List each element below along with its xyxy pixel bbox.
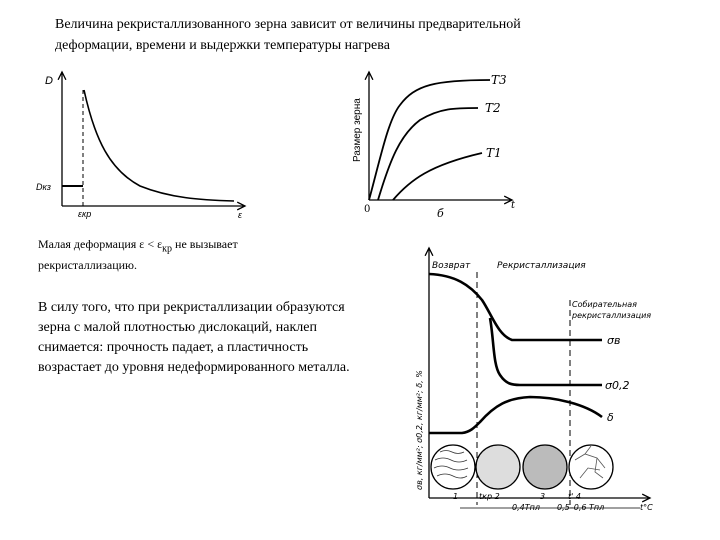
- label-t1: T1: [486, 146, 502, 160]
- microstructure-2: [476, 445, 520, 489]
- grain-curve: [84, 90, 234, 201]
- x-label: t°C: [640, 503, 653, 512]
- label-sigma-02: σ0,2: [605, 379, 630, 392]
- title-line-2: деформации, времени и выдержки температуры нагрева: [55, 38, 390, 53]
- microstructure-circles: [431, 445, 613, 489]
- label-t2: T2: [485, 101, 501, 115]
- chart-grain-vs-time: [352, 72, 516, 220]
- d-label: Dкз: [36, 182, 51, 192]
- note-sub: кр: [162, 243, 173, 255]
- tick-04tpl: 0,4Tпл: [512, 503, 540, 512]
- caption: б: [437, 207, 444, 220]
- zone-2: tкр 2: [479, 492, 500, 501]
- x-label: ε: [238, 210, 242, 220]
- stage-collective-1: Собирательная: [572, 300, 637, 309]
- title-line-1: Величина рекристаллизованного зерна зависит от величины предварительной: [55, 17, 521, 32]
- label-sigma-b: σв: [607, 334, 621, 347]
- stage-collective-2: рекристаллизация: [572, 311, 652, 320]
- explanation-paragraph: В силу того, что при рекристаллизации образуются зерна с малой плотностью дислокаций, наклеп снимается: прочность падает, а пластичность возрастает до уровня недеформированного металла.: [38, 300, 350, 375]
- microstructure-4: [569, 445, 613, 489]
- note-part-2: не вызывает рекристаллизацию.: [38, 237, 238, 273]
- curve-t3: [369, 80, 490, 200]
- chart-recrystallization-properties: [415, 248, 653, 512]
- stage-return: Возврат: [432, 261, 471, 271]
- critical-label: εкр: [78, 209, 92, 219]
- curve-sigma-02: [490, 318, 602, 385]
- curve-t2: [378, 108, 478, 200]
- note-part: Малая деформация ε < ε: [38, 237, 163, 251]
- y-label: Размер зерна: [352, 98, 363, 162]
- zone-4: t' 4: [568, 492, 581, 501]
- zone-3: 3: [540, 492, 546, 501]
- curve-delta: [429, 397, 602, 433]
- stage-recrystallization: Рекристаллизация: [497, 261, 586, 271]
- tick-05tpl: 0,5–0,6 Tпл: [557, 503, 605, 512]
- origin-label: 0: [364, 204, 371, 215]
- y-label: σв, кг/мм²; σ0,2, кг/мм²; δ, %: [415, 370, 424, 490]
- y-label: D: [45, 75, 53, 87]
- zone-1: 1: [453, 492, 459, 501]
- x-label: t: [511, 200, 516, 211]
- microstructure-3: [523, 445, 567, 489]
- label-t3: T3: [491, 73, 507, 87]
- label-delta: δ: [607, 411, 614, 424]
- curve-t1: [393, 153, 482, 200]
- chart-grain-vs-deformation: [36, 72, 245, 220]
